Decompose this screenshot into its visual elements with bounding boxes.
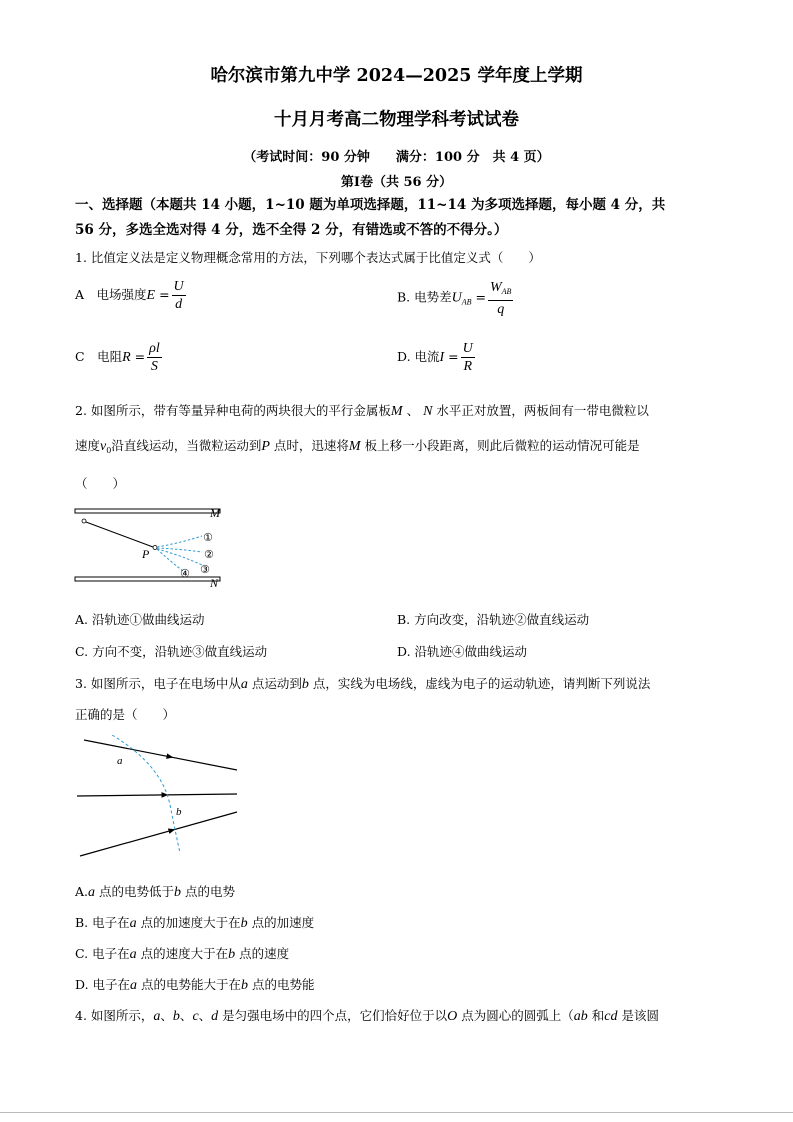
q3-figure (72, 735, 242, 860)
q3-a-text: 点的电势 (185, 884, 236, 899)
q3-d-text: 点的电势能 (252, 977, 315, 992)
q3-a-point: a (88, 885, 96, 900)
point-p (153, 546, 157, 550)
q3-d-point: a (130, 978, 138, 993)
q2-option-b: B. 方向改变，沿轨迹②做直线运动 (397, 612, 590, 627)
q3-c-text: C. 电子在 (75, 946, 130, 961)
q3-c-text: 点的速度 (239, 946, 290, 961)
q2-option-c: C. 方向不变，沿轨迹③做直线运动 (75, 644, 268, 659)
q1-d-fraction (461, 340, 475, 375)
q4-point: b (172, 1009, 180, 1024)
q2-stem-line3: （ ） (75, 476, 126, 491)
q1-a-var: E (146, 288, 156, 303)
q3-b-text: 点的加速度 (251, 915, 315, 930)
q1-a-num: U (173, 279, 184, 294)
q3-option-c (75, 946, 289, 963)
q1-d-den: R (463, 359, 472, 374)
page-bottom-divider (0, 1112, 793, 1113)
label-b: b (176, 806, 182, 818)
q4-chord-cd: cd (604, 1009, 618, 1024)
q4-text: 是该圆 (617, 1008, 659, 1023)
q4-text: 、 (160, 1008, 173, 1023)
q2-plate-m: M (348, 439, 361, 454)
q2-stem-line2 (75, 438, 640, 459)
q3-c-point: a (129, 947, 137, 962)
q3-option-b (75, 915, 314, 932)
q4-text: 、 (179, 1008, 193, 1023)
label-p: P (142, 547, 150, 561)
q4-point-o: O (447, 1009, 458, 1024)
q4-stem-line1 (75, 1008, 659, 1025)
q3-b-point: b (240, 916, 248, 931)
q4-text: 、 (198, 1008, 212, 1023)
q4-chord-ab: ab (573, 1009, 588, 1024)
section-heading-line2: 56 分，多选全选对得 4 分，选不全得 2 分，有错选或不答的不得分。） (75, 222, 508, 238)
q3-stem-line1 (75, 676, 650, 693)
q3-a-text: A. (75, 884, 89, 899)
q3-text: 点，实线为电场线，虚线为电子的运动轨迹，请判断下列说法 (312, 676, 651, 691)
q2-text: 2. 如图所示，带有等量异种电荷的两块很大的平行金属板 (75, 403, 391, 418)
q3-point-b: b (301, 677, 309, 692)
trajectory-1 (157, 536, 202, 547)
q3-b-point: a (129, 916, 137, 931)
q2-option-a: A. 沿轨迹①做曲线运动 (75, 612, 205, 627)
q1-b-num: W (490, 280, 502, 295)
q2-v0: v (100, 439, 107, 454)
q1-c-fraction (147, 340, 162, 375)
q1-b-var: U (451, 290, 462, 306)
q3-c-text: 点的速度大于在 (140, 946, 229, 961)
q3-point-a: a (240, 677, 248, 692)
q1-b-label: B. 电势差 (397, 289, 452, 305)
q4-point: c (192, 1009, 199, 1024)
q4-text: 4. 如图所示， (75, 1008, 154, 1023)
q3-c-point: b (228, 947, 236, 962)
q1-stem: 1. 比值定义法是定义物理概念常用的方法，下列哪个表达式属于比值定义式（ ） (75, 250, 541, 265)
label-m: M (210, 506, 220, 520)
label-2: ② (204, 548, 214, 561)
q1-d-label: D. 电流 (397, 349, 440, 364)
q2-point-p: P (261, 439, 270, 454)
page-subtitle: 十月月考高二物理学科考试试卷 (274, 110, 519, 130)
q2-stem-line1 (75, 403, 649, 420)
q4-point: a (153, 1009, 161, 1024)
q3-d-text: D. 电子在 (75, 977, 131, 992)
q1-b-num-sub: AB (501, 287, 512, 296)
q1-option-b: B. 电势差$U_{AB}$ = $\frac{W_{AB}}{q}$ (397, 280, 512, 317)
q4-text: 点为圆心的圆弧上（ (457, 1008, 574, 1023)
start-point (82, 519, 86, 523)
q1-c-den: S (150, 359, 158, 374)
q1-d-num: U (462, 341, 473, 356)
q2-figure (70, 503, 230, 591)
exam-info: （考试时间：90 分钟 满分：100 分 共 4 页） (243, 150, 550, 165)
q3-d-text: 点的电势能大于在 (141, 977, 242, 992)
q3-option-a (75, 884, 235, 901)
q3-b-text: 点的加速度大于在 (140, 915, 241, 930)
q3-text: 3. 如图所示，电子在电场中从 (75, 676, 241, 691)
label-4: ④ (180, 567, 190, 580)
label-n: N (210, 576, 219, 590)
q2-text: 速度 (75, 438, 101, 453)
q2-text: 沿直线运动，当微粒运动到 (111, 438, 262, 453)
label-1: ① (203, 531, 213, 544)
q1-d-var: I (439, 350, 445, 365)
q3-option-d (75, 977, 315, 994)
q2-plate-n: N (423, 404, 433, 419)
q3-d-point: b (241, 978, 249, 993)
q2-text: 板上移一小段距离，则此后微粒的运动情况可能是 (364, 438, 640, 453)
q1-c-num: ρl (149, 341, 160, 356)
q1-option-d: D. 电流I = $\frac{U}{R}$ (397, 341, 473, 374)
field-line-1-arrow (84, 740, 170, 757)
plate-n (75, 577, 220, 581)
q1-c-label: C 电阻 (75, 349, 123, 364)
q1-option-a: A 电场强度E = $\frac{U}{d}$ (75, 279, 184, 312)
q1-b-den: q (497, 302, 505, 317)
q1-c-var: R (122, 350, 131, 365)
q3-text: 点运动到 (251, 676, 302, 691)
field-line-3-arrow (80, 830, 172, 856)
volume-heading: 第Ⅰ卷（共 56 分） (340, 175, 453, 190)
q1-a-fraction (172, 278, 186, 313)
q2-text: 点时，迅速将 (273, 438, 349, 453)
q1-b-sub: AB (461, 297, 472, 307)
q1-a-label: A 电场强度 (75, 287, 147, 302)
q3-stem-line2: 正确的是（ ） (75, 707, 176, 722)
trajectory-line (86, 522, 153, 547)
q4-text: 是匀强电场中的四个点，它们恰好位于以 (218, 1008, 448, 1023)
trajectory-2 (157, 548, 202, 552)
q3-a-text: 点的电势低于 (99, 884, 175, 899)
q2-v0-sub: 0 (106, 446, 112, 455)
q3-a-point: b (174, 885, 182, 900)
plate-m (75, 509, 220, 513)
q2-text: 水平正对放置，两板间有一带电微粒以 (436, 403, 649, 418)
q3-b-text: B. 电子在 (75, 915, 130, 930)
q2-option-d: D. 沿轨迹④做曲线运动 (397, 644, 528, 659)
field-line-2-arrow (77, 795, 165, 796)
q4-text: 和 (587, 1008, 605, 1023)
section-heading-line1: 一、选择题（本题共 14 小题，1~10 题为单项选择题，11~14 为多项选择题，每小题 4 分，共 (75, 197, 666, 213)
q4-point: d (211, 1009, 219, 1024)
q1-a-den: d (175, 297, 183, 312)
page-title: 哈尔滨市第九中学 2024—2025 学年度上学期 (210, 66, 583, 86)
q2-plate-m: M (390, 404, 403, 419)
label-3: ③ (200, 563, 210, 576)
q2-sep: 、 (406, 403, 420, 418)
label-a: a (117, 755, 123, 767)
q1-option-c: C 电阻R = $\frac{\rho l}{S}$ (75, 341, 160, 374)
q1-b-fraction (488, 278, 513, 318)
